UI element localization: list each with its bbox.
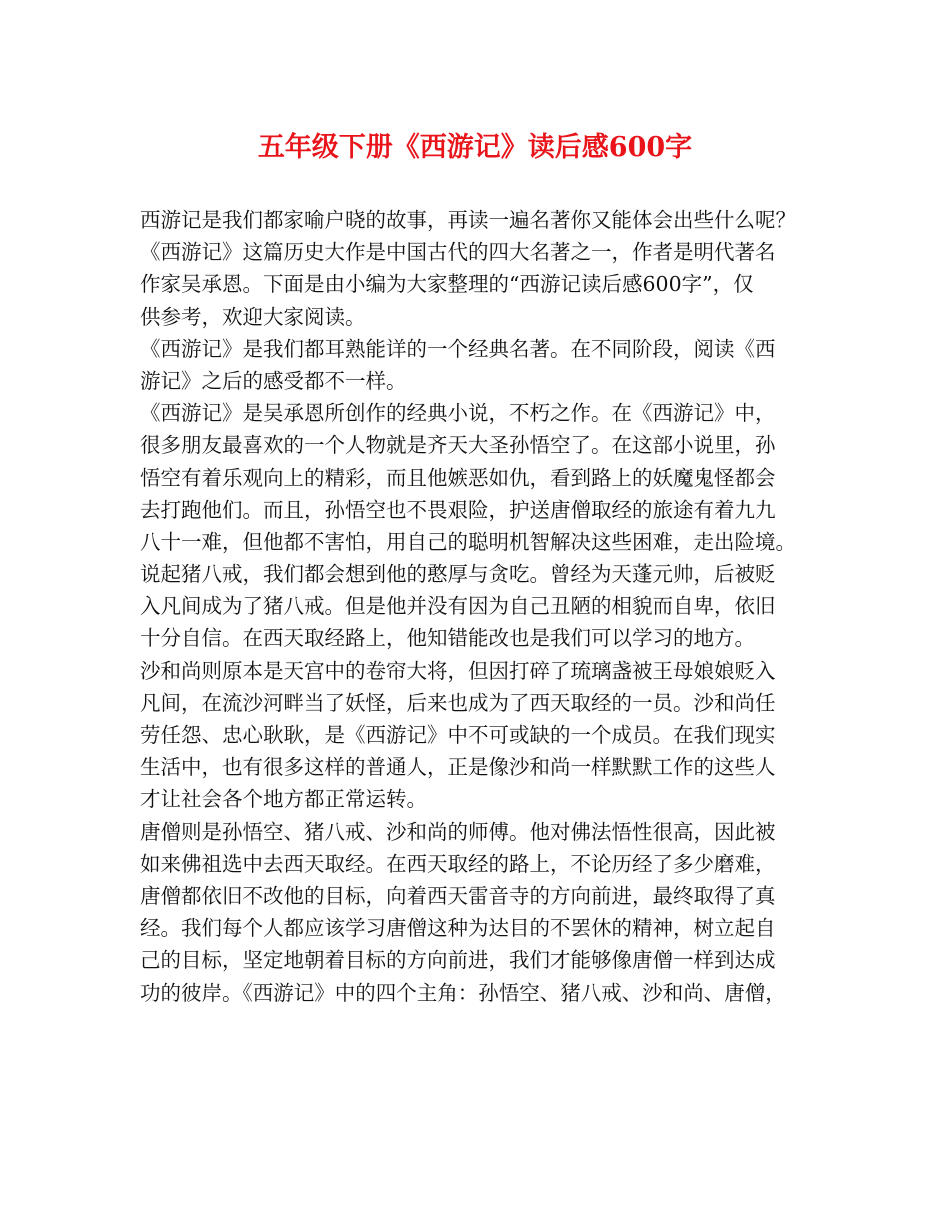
text-line: 去打跑他们。而且，孙悟空也不畏艰险，护送唐僧取经的旅途有着九九 (140, 497, 776, 522)
text-line: 《西游记》是我们都耳熟能详的一个经典名著。在不同阶段，阅读《西 (140, 336, 776, 361)
text-line: 说起猪八戒，我们都会想到他的憨厚与贪吃。曾经为天蓬元帅，后被贬 (140, 562, 776, 587)
text-line: 如来佛祖选中去西天取经。在西天取经的路上，不论历经了多少磨难， (140, 851, 776, 876)
text-line: 生活中，也有很多这样的普通人，正是像沙和尚一样默默工作的这些人 (140, 755, 776, 780)
text-line: 才让社会各个地方都正常运转。 (140, 787, 427, 812)
text-line: 游记》之后的感受都不一样。 (140, 368, 407, 393)
text-line: 供参考，欢迎大家阅读。 (140, 304, 366, 329)
text-line: 入凡间成为了猪八戒。但是他并没有因为自己丑陋的相貌而自卑，依旧 (140, 594, 776, 619)
text-line: 八十一难，但他都不害怕，用自己的聪明机智解决这些困难，走出险境。 (140, 529, 796, 554)
text-line: 《西游记》这篇历史大作是中国古代的四大名著之一，作者是明代著名 (140, 240, 776, 265)
page-title: 五年级下册《西游记》读后感600字 (257, 132, 693, 163)
text-line: 凡间，在流沙河畔当了妖怪，后来也成为了西天取经的一员。沙和尚任 (140, 690, 776, 715)
text-line: 作家吴承恩。下面是由小编为大家整理的“西游记读后感600字”，仅 (140, 272, 754, 297)
text-line: 经。我们每个人都应该学习唐僧这种为达目的不罢休的精神，树立起自 (140, 916, 776, 941)
text-line: 唐僧都依旧不改他的目标，向着西天雷音寺的方向前进，最终取得了真 (140, 883, 776, 908)
text-line: 悟空有着乐观向上的精彩，而且他嫉恶如仇，看到路上的妖魔鬼怪都会 (140, 465, 776, 490)
text-line: 唐僧则是孙悟空、猪八戒、沙和尚的师傅。他对佛法悟性很高，因此被 (140, 819, 776, 844)
article-body (140, 204, 840, 1009)
text-line: 《西游记》是吴承恩所创作的经典小说，不朽之作。在《西游记》中， (140, 401, 776, 426)
text-line: 很多朋友最喜欢的一个人物就是齐天大圣孙悟空了。在这部小说里，孙 (140, 433, 776, 458)
text-line: 十分自信。在西天取经路上，他知错能改也是我们可以学习的地方。 (140, 626, 755, 651)
text-line: 西游记是我们都家喻户晓的故事，再读一遍名著你又能体会出些什么呢？ (140, 208, 796, 232)
text-line: 功的彼岸。《西游记》中的四个主角：孙悟空、猪八戒、沙和尚、唐僧， (140, 980, 786, 1005)
text-line: 劳任怨、忠心耿耿，是《西游记》中不可或缺的一个成员。在我们现实 (140, 723, 776, 747)
text-line: 沙和尚则原本是天宫中的卷帘大将，但因打碎了琉璃盏被王母娘娘贬入 (140, 658, 776, 683)
text-line: 己的目标，坚定地朝着目标的方向前进，我们才能够像唐僧一样到达成 (140, 948, 776, 973)
